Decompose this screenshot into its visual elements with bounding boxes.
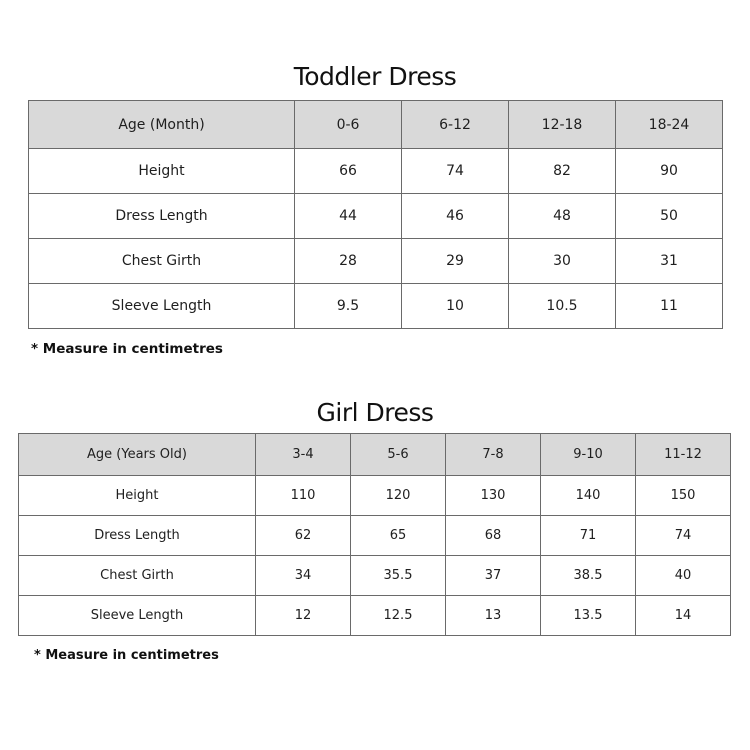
table-row — [29, 194, 723, 239]
table-cell: 65 — [351, 516, 446, 556]
table-cell: 40 — [636, 556, 731, 596]
header-size: 9-10 — [541, 434, 636, 476]
row-label: Sleeve Length — [19, 596, 256, 636]
table-header-row — [29, 101, 723, 149]
table-cell: 71 — [541, 516, 636, 556]
table-cell: 37 — [446, 556, 541, 596]
table-row — [19, 476, 731, 516]
table-cell: 120 — [351, 476, 446, 516]
table-cell: 30 — [509, 239, 616, 284]
table-cell: 44 — [295, 194, 402, 239]
table-row — [29, 284, 723, 329]
header-age-years: Age (Years Old) — [19, 434, 256, 476]
table-cell: 62 — [256, 516, 351, 556]
table-cell: 150 — [636, 476, 731, 516]
table-header-row — [19, 434, 731, 476]
table-cell: 13.5 — [541, 596, 636, 636]
table-cell: 68 — [446, 516, 541, 556]
table-cell: 74 — [636, 516, 731, 556]
header-size: 12-18 — [509, 101, 616, 149]
table-cell: 29 — [402, 239, 509, 284]
table-row — [29, 149, 723, 194]
table-cell: 13 — [446, 596, 541, 636]
table-cell: 31 — [616, 239, 723, 284]
table-cell: 74 — [402, 149, 509, 194]
table-cell: 110 — [256, 476, 351, 516]
table-row — [19, 596, 731, 636]
table-cell: 66 — [295, 149, 402, 194]
table-cell: 46 — [402, 194, 509, 239]
table-cell: 82 — [509, 149, 616, 194]
header-size: 3-4 — [256, 434, 351, 476]
toddler-dress-title: Toddler Dress — [293, 62, 457, 91]
table-cell: 130 — [446, 476, 541, 516]
table-cell: 9.5 — [295, 284, 402, 329]
toddler-measure-note: * Measure in centimetres — [31, 341, 223, 357]
table-cell: 11 — [616, 284, 723, 329]
row-label: Dress Length — [29, 194, 295, 239]
toddler-size-table — [28, 100, 723, 329]
header-size: 6-12 — [402, 101, 509, 149]
row-label: Height — [29, 149, 295, 194]
table-cell: 28 — [295, 239, 402, 284]
girl-measure-note: * Measure in centimetres — [34, 648, 219, 663]
row-label: Chest Girth — [19, 556, 256, 596]
row-label: Dress Length — [19, 516, 256, 556]
table-cell: 10 — [402, 284, 509, 329]
header-size: 18-24 — [616, 101, 723, 149]
row-label: Height — [19, 476, 256, 516]
table-cell: 90 — [616, 149, 723, 194]
header-size: 0-6 — [295, 101, 402, 149]
girl-size-table — [18, 433, 731, 636]
table-cell: 14 — [636, 596, 731, 636]
girl-dress-section — [0, 380, 750, 750]
girl-dress-title: Girl Dress — [316, 398, 434, 427]
table-cell: 140 — [541, 476, 636, 516]
table-cell: 12 — [256, 596, 351, 636]
header-size: 7-8 — [446, 434, 541, 476]
header-age-month: Age (Month) — [29, 101, 295, 149]
header-size: 5-6 — [351, 434, 446, 476]
table-row — [19, 556, 731, 596]
table-cell: 35.5 — [351, 556, 446, 596]
table-row — [19, 516, 731, 556]
table-cell: 48 — [509, 194, 616, 239]
row-label: Sleeve Length — [29, 284, 295, 329]
row-label: Chest Girth — [29, 239, 295, 284]
table-row — [29, 239, 723, 284]
table-cell: 12.5 — [351, 596, 446, 636]
header-size: 11-12 — [636, 434, 731, 476]
table-cell: 38.5 — [541, 556, 636, 596]
table-cell: 10.5 — [509, 284, 616, 329]
table-cell: 50 — [616, 194, 723, 239]
table-cell: 34 — [256, 556, 351, 596]
